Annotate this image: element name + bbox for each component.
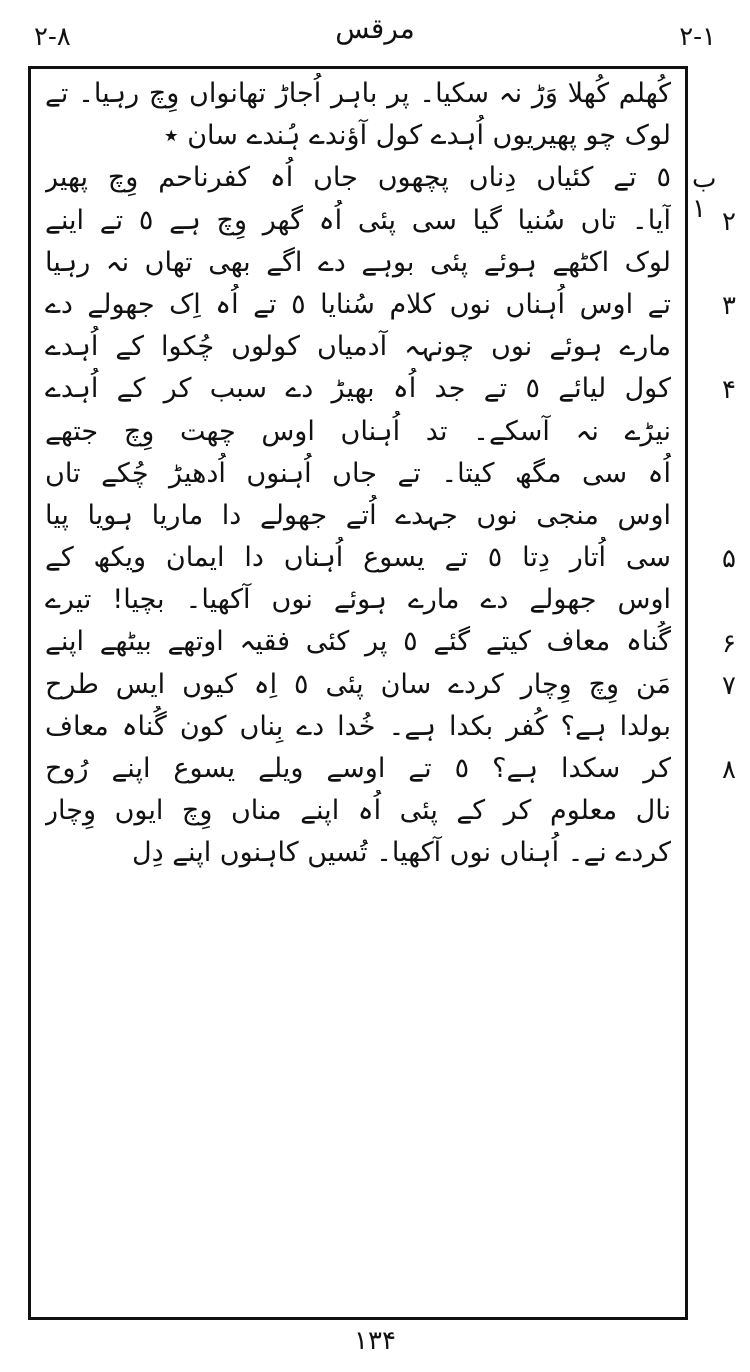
verse-number: ۷	[722, 670, 736, 701]
text-line: کردے نے۔ اُہناں نوں آکھیا۔ تُسیں کاہنوں اپنے دِل	[132, 837, 671, 869]
book-title: مرقس	[335, 12, 415, 45]
text-frame	[28, 66, 688, 1320]
chapter-verse-range-right: ١-٢	[679, 22, 716, 52]
page-number: ۱۳۴	[354, 1326, 396, 1356]
text-line: سی اُتار دِتا ٥ تے یسوع اُہناں دا ایمان ویکھ کے	[45, 542, 671, 574]
text-line: بولدا ہے؟ کُفر بکدا ہے۔ خُدا دے بِناں کون گُناہ معاف	[45, 710, 671, 742]
verse-number: ۳	[722, 291, 736, 321]
verse-number: ب ۱	[692, 164, 717, 225]
verse-number: ۴	[722, 375, 736, 406]
text-line: تے اوس اُہناں نوں کلام سُنایا ٥ تے اُہ اِک جھولے دے	[45, 288, 671, 320]
text-line: گُناہ معاف کیتے گئے ٥ پر کئی فقیہ اوتھے بیٹھے اپنے	[45, 626, 671, 658]
text-line: مارے ہوئے نوں چونہہ آدمیاں کولوں چُکوا کے اُہدے	[45, 331, 671, 363]
text-line: کُھلم کُھلا وَڑ نہ سکیا۔ پر باہر اُجاڑ تھانواں وِچ رہیا۔ تے	[45, 78, 671, 109]
text-line: آیا۔ تاں سُنیا گیا سی پئی اُہ گھر وِچ ہے ٥ تے اینے	[45, 204, 671, 236]
chapter-verse-range-left: ٨-٢	[34, 22, 71, 52]
text-line: نیڑے نہ آسکے۔ تد اُہناں اوس چھت وِچ جتھے	[45, 415, 671, 447]
verse-number: ۸	[722, 755, 736, 786]
page-header	[0, 0, 750, 66]
text-line: کر سکدا ہے؟ ٥ تے اوسے ویلے یسوع اپنے رُوح	[45, 753, 671, 784]
text-line: اُہ سی مگھ کیتا۔ تے جاں اُہنوں اُدھیڑ چُکے تاں	[45, 457, 671, 489]
text-line: نال معلوم کر کے پئی اُہ اپنے مناں وِچ ایوں وِچار	[45, 795, 671, 827]
text-line: ٥ تے کئیاں دِناں پچھوں جاں اُہ کفرناحم وِچ پھیر	[45, 162, 671, 194]
text-line: مَن وِچ وِچار کردے سان پئی ٥ اِہ کیوں ایس طرح	[45, 668, 671, 700]
verse-number-margin	[692, 66, 744, 1320]
text-line: اوس جھولے دے مارے ہوئے نوں آکھیا۔ بچیا! تیرے	[45, 584, 671, 616]
text-line: کول لیائے ٥ تے جد اُہ بھیڑ دے سبب کر کے اُہدے	[45, 373, 671, 405]
text-line: اوس منجی نوں جہدے اُتے جھولے دا ماریا ہویا پیا	[45, 499, 671, 531]
text-line: لوک چو پھیریوں اُہدے کول آؤندے ہُندے سان ٭	[163, 120, 671, 152]
verse-number: ۵	[722, 544, 736, 575]
verse-number: ۲	[722, 206, 736, 237]
verse-number: ۶	[722, 628, 736, 659]
text-line: لوک اکٹھے ہوئے پئی بوہے دے اگے بھی تھاں نہ رہیا	[45, 246, 671, 278]
